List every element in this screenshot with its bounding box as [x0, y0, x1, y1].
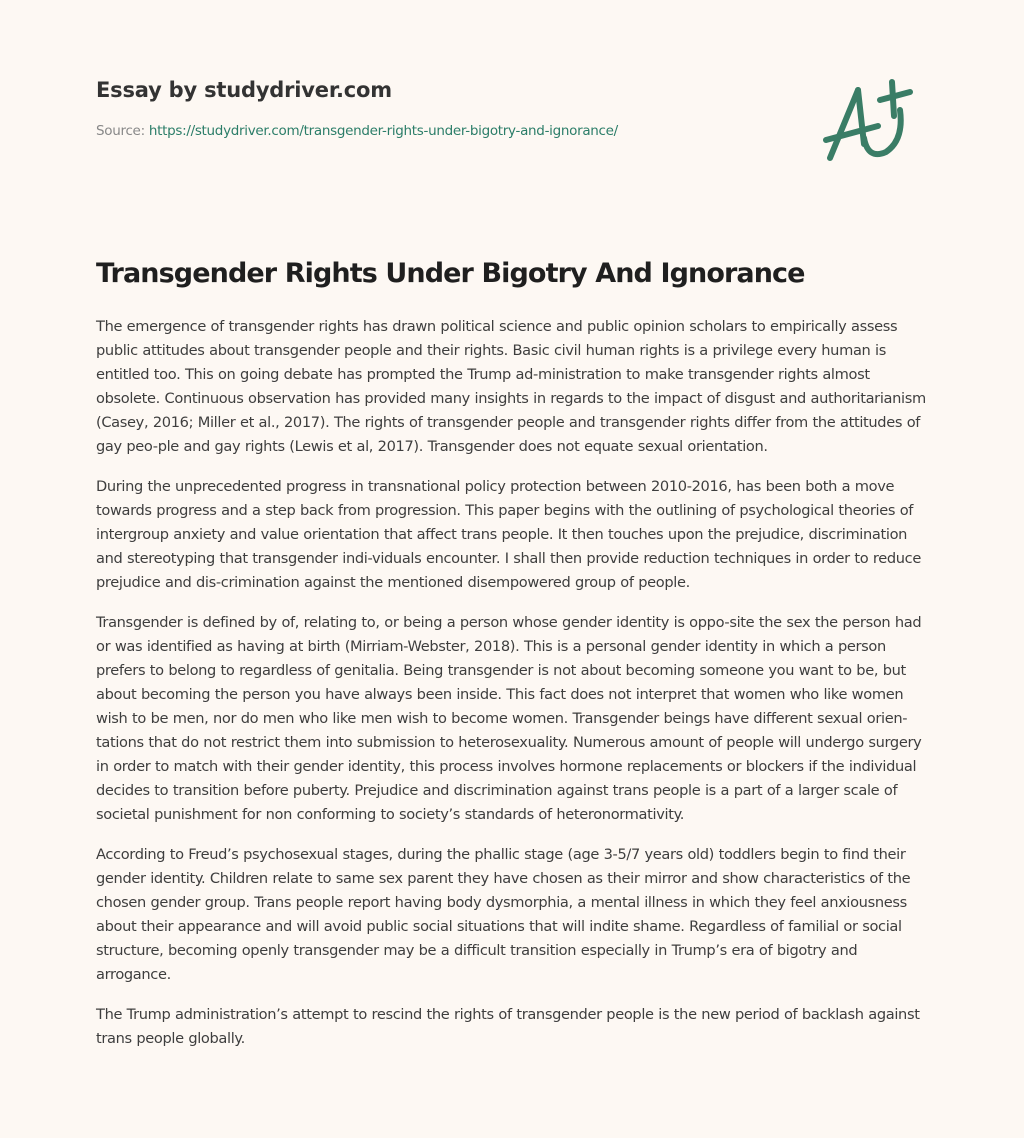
article-paragraph: According to Freud’s psychosexual stages, during the phallic stage (age 3-5/7 years old) toddlers begin to find their gender identity. Children relate to same sex parent they have chosen as their mirror and show characteristics of the chosen gender group. Trans people report having body dysmorphia, a mental illness in which they feel anxiousness about their appearance and will avoid public social situations that will indite shame. Regardless of familial or social structure, becoming openly transgender may be a difficult transition especially in Trump’s era of bigotry and arrogance.	[96, 846, 911, 983]
article-paragraph: Transgender is defined by of, relating to, or being a person whose gender identity is oppo-site the sex the person had or was identified as having at birth (Mirriam-Webster, 2018). This is a personal gender identity in which a person prefers to belong to regardless of genitalia. Being transgender is not about becoming someone you want to be, but about becoming the person you have always been inside. This fact does not interpret that women who like women wish to be men, nor do men who like men wish to become women. Transgender beings have different sexual orien-tations that do not restrict them into submission to heterosexuality. Numerous amount of people will undergo surgery in order to match with their gender identity, this process involves hormone replacements or blockers if the individual decides to transition before puberty. Prejudice and discrimination against trans people is a part of a larger scale of societal punishment for non conforming to society’s standards of heteronormativity.	[96, 614, 922, 823]
article-paragraph: The Trump administration’s attempt to rescind the rights of transgender people is the new period of backlash against trans people globally.	[96, 1006, 920, 1047]
article-paragraph: The emergence of transgender rights has drawn political science and public opinion scholars to empirically assess public attitudes about transgender people and their rights. Basic civil human rights is a privilege every human is entitled too. This on going debate has prompted the Trump ad-ministration to make transgender rights almost obsolete. Continuous observation has provided many insights in regards to the impact of disgust and authoritarianism (Casey, 2016; Miller et al., 2017). The rights of transgender people and transgender rights differ from the attitudes of gay peo-ple and gay rights (Lewis et al, 2017). Transgender does not equate sexual orientation.	[96, 318, 926, 455]
source-line	[96, 122, 796, 140]
essay-header	[96, 76, 796, 140]
source-label: Source:	[96, 123, 145, 139]
article-body	[96, 315, 934, 1067]
article-title: Transgender Rights Under Bigotry And Ignorance	[96, 258, 805, 289]
article-paragraph: During the unprecedented progress in transnational policy protection between 2010-2016, has been both a move towards progress and a step back from progression. This paper begins with the outlining of psychological theories of intergroup anxiety and value orientation that affect trans people. It then touches upon the prejudice, discrimination and stereotyping that transgender indi-viduals encounter. I shall then provide reduction techniques in order to reduce prejudice and dis-crimination against the mentioned disempowered group of people.	[96, 478, 921, 591]
source-link[interactable]: https://studydriver.com/transgender-rights-under-bigotry-and-ignorance/	[148, 123, 618, 139]
brand-title: Essay by studydriver.com	[96, 78, 392, 102]
a-plus-grade-icon	[818, 66, 930, 166]
